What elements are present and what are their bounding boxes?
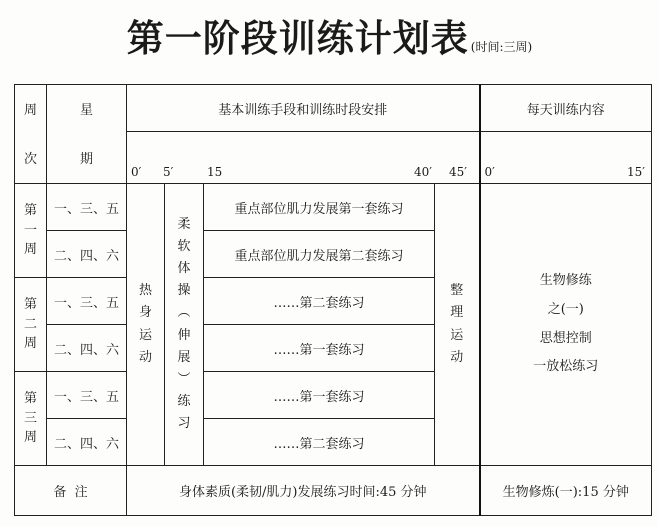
header-day-bottom: 期	[47, 132, 127, 184]
week-3-label: 第 三 周	[15, 372, 47, 466]
week-3-day-a: 一、三、五	[47, 372, 127, 419]
tick-45: 45′	[449, 165, 467, 179]
training-plan-table	[14, 84, 652, 516]
header-day-top: 星	[47, 85, 127, 132]
notes-basic: 身体素质(柔韧/肌力)发展练习时间:45 分钟	[127, 466, 480, 516]
exercise-4: ……第一套练习	[204, 325, 435, 372]
header-daily: 每天训练内容	[480, 85, 652, 132]
daily-tick-15: 15′	[627, 165, 646, 179]
exercise-3: ……第二套练习	[204, 278, 435, 325]
page-title: 第一阶段训练计划表	[126, 17, 469, 60]
tick-15: 15	[207, 165, 223, 179]
daily-line-2: 之(一)	[547, 301, 584, 317]
stretch-cell: 柔 软 体 操 ︵ 伸 展 ︶ 练 习	[165, 184, 204, 466]
daily-tick-0: 0′	[484, 165, 495, 179]
week-1-label: 第 一 周	[15, 184, 47, 278]
exercise-1: 重点部位肌力发展第一套练习	[204, 184, 435, 231]
header-basic: 基本训练手段和训练时段安排	[127, 85, 480, 132]
page-subtitle: (时间:三周)	[470, 40, 533, 54]
week-3-day-b: 二、四、六	[47, 419, 127, 466]
daily-time-scale	[480, 132, 652, 184]
notes-label: 备 注	[15, 466, 127, 516]
exercise-2: 重点部位肌力发展第二套练习	[204, 231, 435, 278]
week-1-day-b: 二、四、六	[47, 231, 127, 278]
exercise-6: ……第二套练习	[204, 419, 435, 466]
week-2-day-b: 二、四、六	[47, 325, 127, 372]
notes-daily: 生物修炼(一):15 分钟	[480, 466, 652, 516]
tick-0: 0′	[131, 165, 142, 179]
header-week-bottom: 次	[15, 132, 47, 184]
cooldown-cell: 整 理 运 动	[435, 184, 480, 466]
week-2-day-a: 一、三、五	[47, 278, 127, 325]
daily-line-3: 思想控制	[539, 330, 592, 346]
week-1-day-a: 一、三、五	[47, 184, 127, 231]
title-block	[0, 8, 659, 62]
exercise-5: ……第一套练习	[204, 372, 435, 419]
tick-40: 40′	[414, 165, 432, 179]
daily-line-4: 一放松练习	[533, 359, 599, 375]
daily-line-1: 生物修练	[539, 273, 592, 289]
tick-5: 5′	[163, 165, 174, 179]
header-week-top: 周	[15, 85, 47, 132]
warmup-cell: 热 身 运 动	[127, 184, 165, 466]
daily-content-cell	[480, 184, 652, 466]
basic-time-scale	[127, 132, 480, 184]
week-2-label: 第 二 周	[15, 278, 47, 372]
